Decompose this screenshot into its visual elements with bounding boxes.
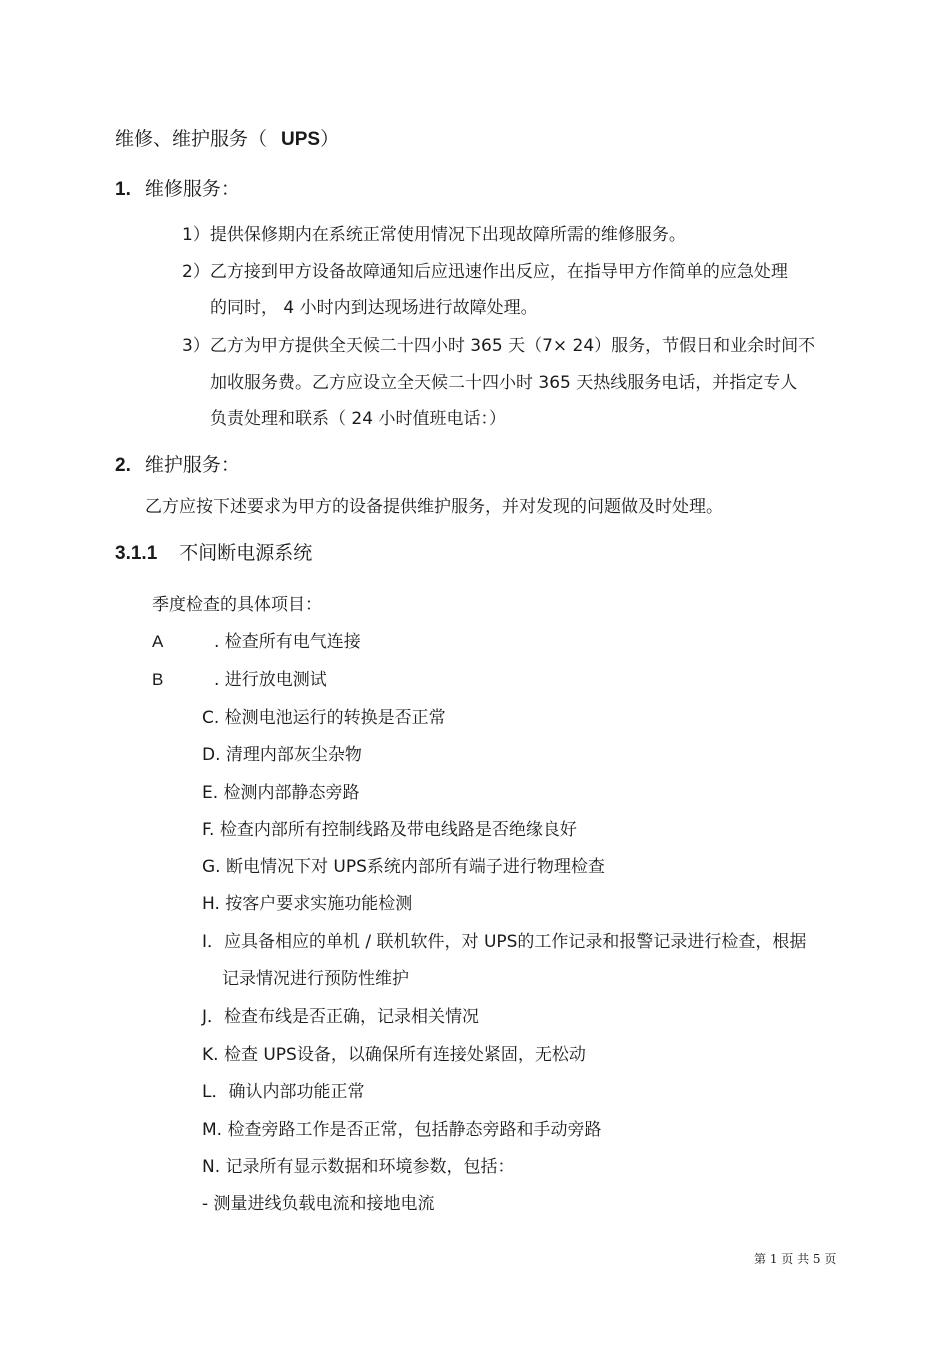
section-1-heading	[115, 178, 240, 201]
page-footer: 第 1 页 共 5 页	[754, 1252, 837, 1266]
document-title	[115, 128, 339, 151]
section-311-heading	[115, 542, 312, 565]
section-311-number: 3.1.1	[115, 543, 158, 564]
list-item-n: N. 记录所有显示数据和环境参数，包括：	[202, 1157, 515, 1177]
list-item-j: J．检查布线是否正确，记录相关情况	[202, 1007, 480, 1027]
list-item-c: C. 检测电池运行的转换是否正常	[202, 708, 446, 728]
title-close: ）	[320, 128, 340, 150]
section-1-item-3: 3）乙方为甲方提供全天候二十四小时 365 天（7× 24）服务，节假日和业余时间不	[182, 336, 816, 356]
list-item-k: K. 检查 UPS设备，以确保所有连接处紧固，无松动	[202, 1045, 586, 1065]
title-text: 维修、维护服务（	[115, 128, 268, 150]
list-item-g: G. 断电情况下对 UPS系统内部所有端子进行物理检查	[202, 857, 605, 877]
list-item-b	[152, 669, 327, 691]
section-311-subheading: 季度检查的具体项目：	[152, 595, 322, 615]
section-2-intro: 乙方应按下述要求为甲方的设备提供维护服务，并对发现的问题做及时处理。	[145, 497, 723, 517]
section-1-title: 维修服务：	[144, 178, 240, 200]
section-1-number: 1.	[115, 179, 131, 200]
section-1-item-3-cont2: 负责处理和联系（ 24 小时值班电话：）	[210, 409, 506, 429]
list-item-h: H. 按客户要求实施功能检测	[202, 894, 413, 914]
title-abbr: UPS	[281, 129, 321, 150]
list-item-b-letter: B	[152, 670, 164, 689]
list-item-a-letter: A	[152, 632, 164, 651]
section-1-item-2: 2）乙方接到甲方设备故障通知后应迅速作出反应，在指导甲方作简单的应急处理	[182, 262, 788, 282]
section-1-item-2-cont: 的同时， 4 小时内到达现场进行故障处理。	[210, 298, 538, 318]
section-2-title: 维护服务：	[144, 454, 240, 476]
list-item-l: L．确认内部功能正常	[202, 1082, 365, 1102]
list-item-i-cont: 记录情况进行预防性维护	[222, 969, 409, 989]
section-2-heading	[115, 454, 240, 477]
list-item-a-text: . 检查所有电气连接	[214, 632, 361, 652]
list-item-m: M. 检查旁路工作是否正常，包括静态旁路和手动旁路	[202, 1120, 602, 1140]
section-1-item-1: 1）提供保修期内在系统正常使用情况下出现故障所需的维修服务。	[182, 225, 686, 245]
list-item-d: D. 清理内部灰尘杂物	[202, 745, 362, 765]
list-item-f: F. 检查内部所有控制线路及带电线路是否绝缘良好	[202, 820, 577, 840]
list-item-a	[152, 631, 361, 653]
list-item-dash-1: - 测量进线负载电流和接地电流	[202, 1194, 435, 1214]
section-311-title: 不间断电源系统	[179, 542, 313, 564]
list-item-i: I．应具备相应的单机 / 联机软件，对 UPS的工作记录和报警记录进行检查，根据	[202, 932, 807, 952]
section-1-item-3-cont: 加收服务费。乙方应设立全天候二十四小时 365 天热线服务电话，并指定专人	[210, 373, 798, 393]
list-item-b-text: . 进行放电测试	[214, 670, 327, 690]
list-item-e: E. 检测内部静态旁路	[202, 783, 360, 803]
section-2-number: 2.	[115, 455, 131, 476]
